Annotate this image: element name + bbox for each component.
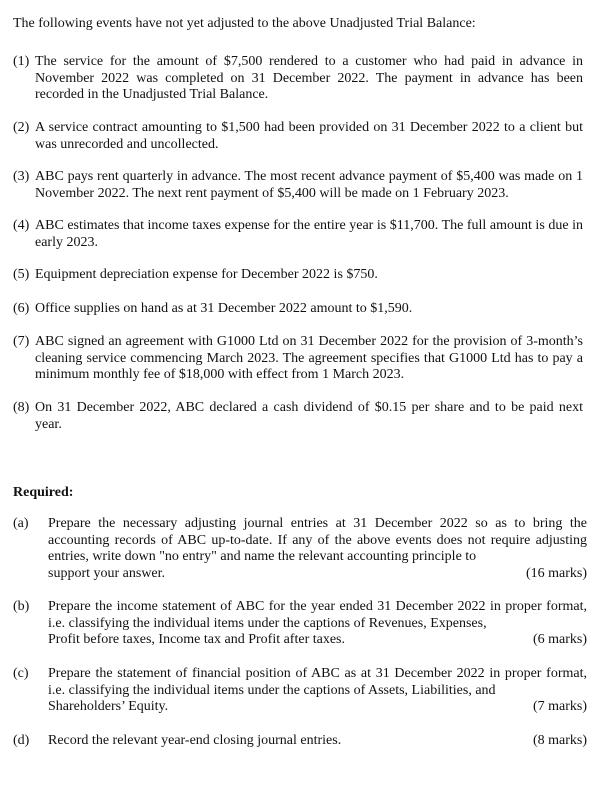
event-number: (4)	[13, 218, 30, 233]
requirement-text: Prepare the necessary adjusting journal entries at 31 December 2022 so as to bring the accounting records of ABC up-to-date. If any of the above events does not require adjusting entries, write down "no entry" and name the relevant accounting principle to	[48, 516, 587, 564]
intro-text: The following events have not yet adjusted to the above Unadjusted Trial Balance:	[13, 16, 476, 31]
requirement-item	[13, 733, 587, 750]
event-item	[13, 334, 583, 384]
event-item	[13, 400, 583, 433]
event-number: (5)	[13, 267, 30, 282]
requirement-label: (d)	[13, 733, 30, 748]
event-item	[13, 301, 583, 318]
event-number: (2)	[13, 120, 30, 135]
event-number: (1)	[13, 54, 30, 69]
marks-label: (7 marks)	[532, 699, 587, 714]
requirement-label: (b)	[13, 599, 30, 614]
requirement-item	[13, 666, 587, 716]
event-text: ABC signed an agreement with G1000 Ltd on 31 December 2022 for the provision of 3-month’s cleaning service commencing March 2023. The agreement specifies that G1000 Ltd has to pay a minimum monthly fee of $18,000 with effect from 1 March 2023.	[35, 334, 583, 382]
requirement-item	[13, 516, 587, 582]
event-number: (7)	[13, 334, 30, 349]
requirement-text-end: Record the relevant year-end closing journal entries.	[48, 733, 342, 748]
event-text: Office supplies on hand as at 31 December 2022 amount to $1,590.	[35, 301, 413, 316]
event-item	[13, 267, 583, 284]
requirement-text-end: Profit before taxes, Income tax and Profit after taxes.	[48, 632, 346, 647]
event-text: A service contract amounting to $1,500 had been provided on 31 December 2022 to a client but was unrecorded and uncollected.	[35, 120, 583, 152]
event-number: (8)	[13, 400, 30, 415]
event-text: On 31 December 2022, ABC declared a cash dividend of $0.15 per share and to be paid next year.	[35, 400, 583, 432]
event-number: (3)	[13, 169, 30, 184]
event-number: (6)	[13, 301, 30, 316]
required-heading: Required:	[13, 485, 74, 500]
event-item	[13, 54, 583, 104]
requirement-text: Prepare the statement of financial position of ABC as at 31 December 2022 in proper format, i.e. classifying the individual items under the captions of Assets, Liabilities, and	[48, 666, 587, 698]
requirement-text-end: Shareholders’ Equity.	[48, 699, 169, 714]
event-text: Equipment depreciation expense for December 2022 is $750.	[35, 267, 378, 282]
event-item	[13, 218, 583, 251]
event-item	[13, 169, 583, 202]
marks-label: (6 marks)	[532, 632, 587, 647]
requirement-label: (a)	[13, 516, 29, 531]
requirement-label: (c)	[13, 666, 29, 681]
event-text: ABC estimates that income taxes expense for the entire year is $11,700. The full amount is due in early 2023.	[35, 218, 583, 250]
event-item	[13, 120, 583, 153]
requirement-item	[13, 599, 587, 649]
marks-label: (8 marks)	[532, 733, 587, 748]
requirement-text-end: support your answer.	[48, 565, 166, 581]
marks-label: (16 marks)	[525, 565, 587, 581]
event-text: The service for the amount of $7,500 rendered to a customer who had paid in advance in November 2022 was completed on 31 December 2022. The payment in advance has been recorded in the Unadjusted Trial Balance.	[35, 54, 583, 102]
requirement-text: Prepare the income statement of ABC for the year ended 31 December 2022 in proper format, i.e. classifying the individual items under the captions of Revenues, Expenses,	[48, 599, 587, 631]
event-text: ABC pays rent quarterly in advance. The most recent advance payment of $5,400 was made on 1 November 2022. The next rent payment of $5,400 will be made on 1 February 2023.	[35, 169, 583, 201]
